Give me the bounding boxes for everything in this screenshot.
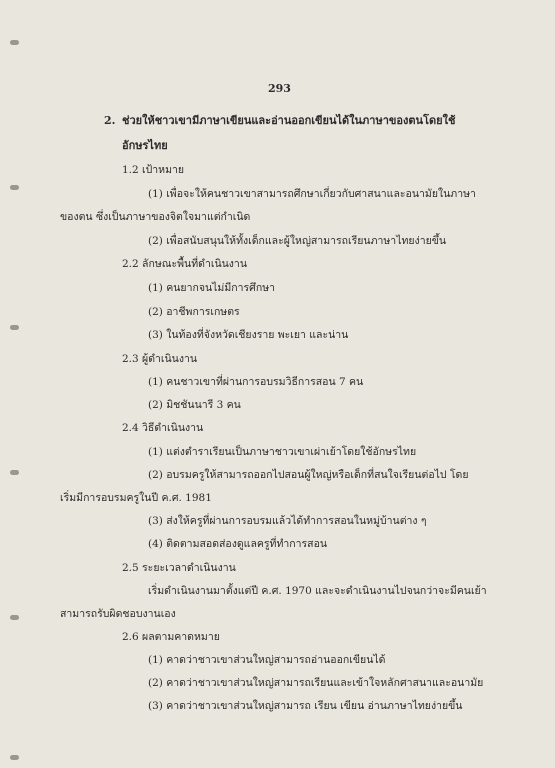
subheading: 2.5 ระยะเวลาดำเนินงาน — [122, 562, 236, 574]
binding-hole — [10, 755, 19, 760]
binding-hole — [10, 615, 19, 620]
list-item: (1) เพื่อจะให้คนชาวเขาสามารถศึกษาเกี่ยวกับศาสนาและอนามัยในภาษา — [148, 188, 476, 200]
list-item: (1) คนยากจนไม่มีการศึกษา — [148, 282, 276, 294]
list-item: (2) เพื่อสนับสนุนให้ทั้งเด็กและผู้ใหญ่สามารถเรียนภาษาไทยง่ายขึ้น — [148, 235, 447, 247]
list-item: (1) คาดว่าชาวเขาส่วนใหญ่สามารถอ่านออกเขียนได้ — [148, 654, 386, 666]
binding-hole — [10, 185, 19, 190]
list-item: (2) มิชชันนารี 3 คน — [148, 399, 241, 411]
section-title-line2: อักษรไทย — [122, 139, 168, 152]
paragraph-continuation: เริ่มมีการอบรมครูในปี ค.ศ. 1981 — [60, 492, 212, 504]
binding-hole — [10, 470, 19, 475]
list-item: (1) แต่งตำราเรียนเป็นภาษาชาวเขาเผ่าเย้าโดยใช้อักษรไทย — [148, 446, 417, 458]
list-item: (2) คาดว่าชาวเขาส่วนใหญ่สามารถเรียนและเข้าใจหลักศาสนาและอนามัย — [148, 677, 484, 689]
section-number: 2. — [104, 114, 116, 127]
list-item: (3) ในท้องที่จังหวัดเชียงราย พะเยา และน่าน — [148, 329, 349, 341]
subheading: 2.2 ลักษณะพื้นที่ดำเนินงาน — [122, 258, 248, 270]
binding-hole — [10, 325, 19, 330]
list-item: (4) ติดตามสอดส่องดูแลครูที่ทำการสอน — [148, 538, 328, 550]
subheading: 2.3 ผู้ดำเนินงาน — [122, 353, 198, 365]
list-item: (3) คาดว่าชาวเขาส่วนใหญ่สามารถ เรียน เขียน อ่านภาษาไทยง่ายขึ้น — [148, 700, 463, 712]
list-item: (1) คนชาวเขาที่ผ่านการอบรมวิธีการสอน 7 คน — [148, 376, 364, 388]
paragraph-continuation: สามารถรับผิดชอบงานเอง — [60, 608, 176, 620]
list-item: (2) อบรมครูให้สามารถออกไปสอนผู้ใหญ่หรือเด็กที่สนใจเรียนต่อไป โดย — [148, 469, 469, 481]
subheading: 1.2 เป้าหมาย — [122, 164, 185, 176]
paragraph: เริ่มดำเนินงานมาตั้งแต่ปี ค.ศ. 1970 และจะดำเนินงานไปจนกว่าจะมีคนเย้า — [148, 585, 487, 597]
subheading: 2.4 วิธีดำเนินงาน — [122, 422, 204, 434]
list-item: (2) อาชีพการเกษตร — [148, 306, 240, 318]
paragraph-continuation: ของตน ซึ่งเป็นภาษาของจิตใจมาแต่กำเนิด — [60, 211, 251, 223]
subheading: 2.6 ผลตามคาดหมาย — [122, 631, 220, 643]
list-item: (3) ส่งให้ครูที่ผ่านการอบรมแล้วได้ทำการสอนในหมู่บ้านต่าง ๆ — [148, 515, 427, 527]
page-number: 293 — [268, 82, 291, 95]
section-title-line1: ช่วยให้ชาวเขามีภาษาเขียนและอ่านออกเขียนได้ในภาษาของตนโดยใช้ — [122, 114, 456, 127]
binding-hole — [10, 40, 19, 45]
